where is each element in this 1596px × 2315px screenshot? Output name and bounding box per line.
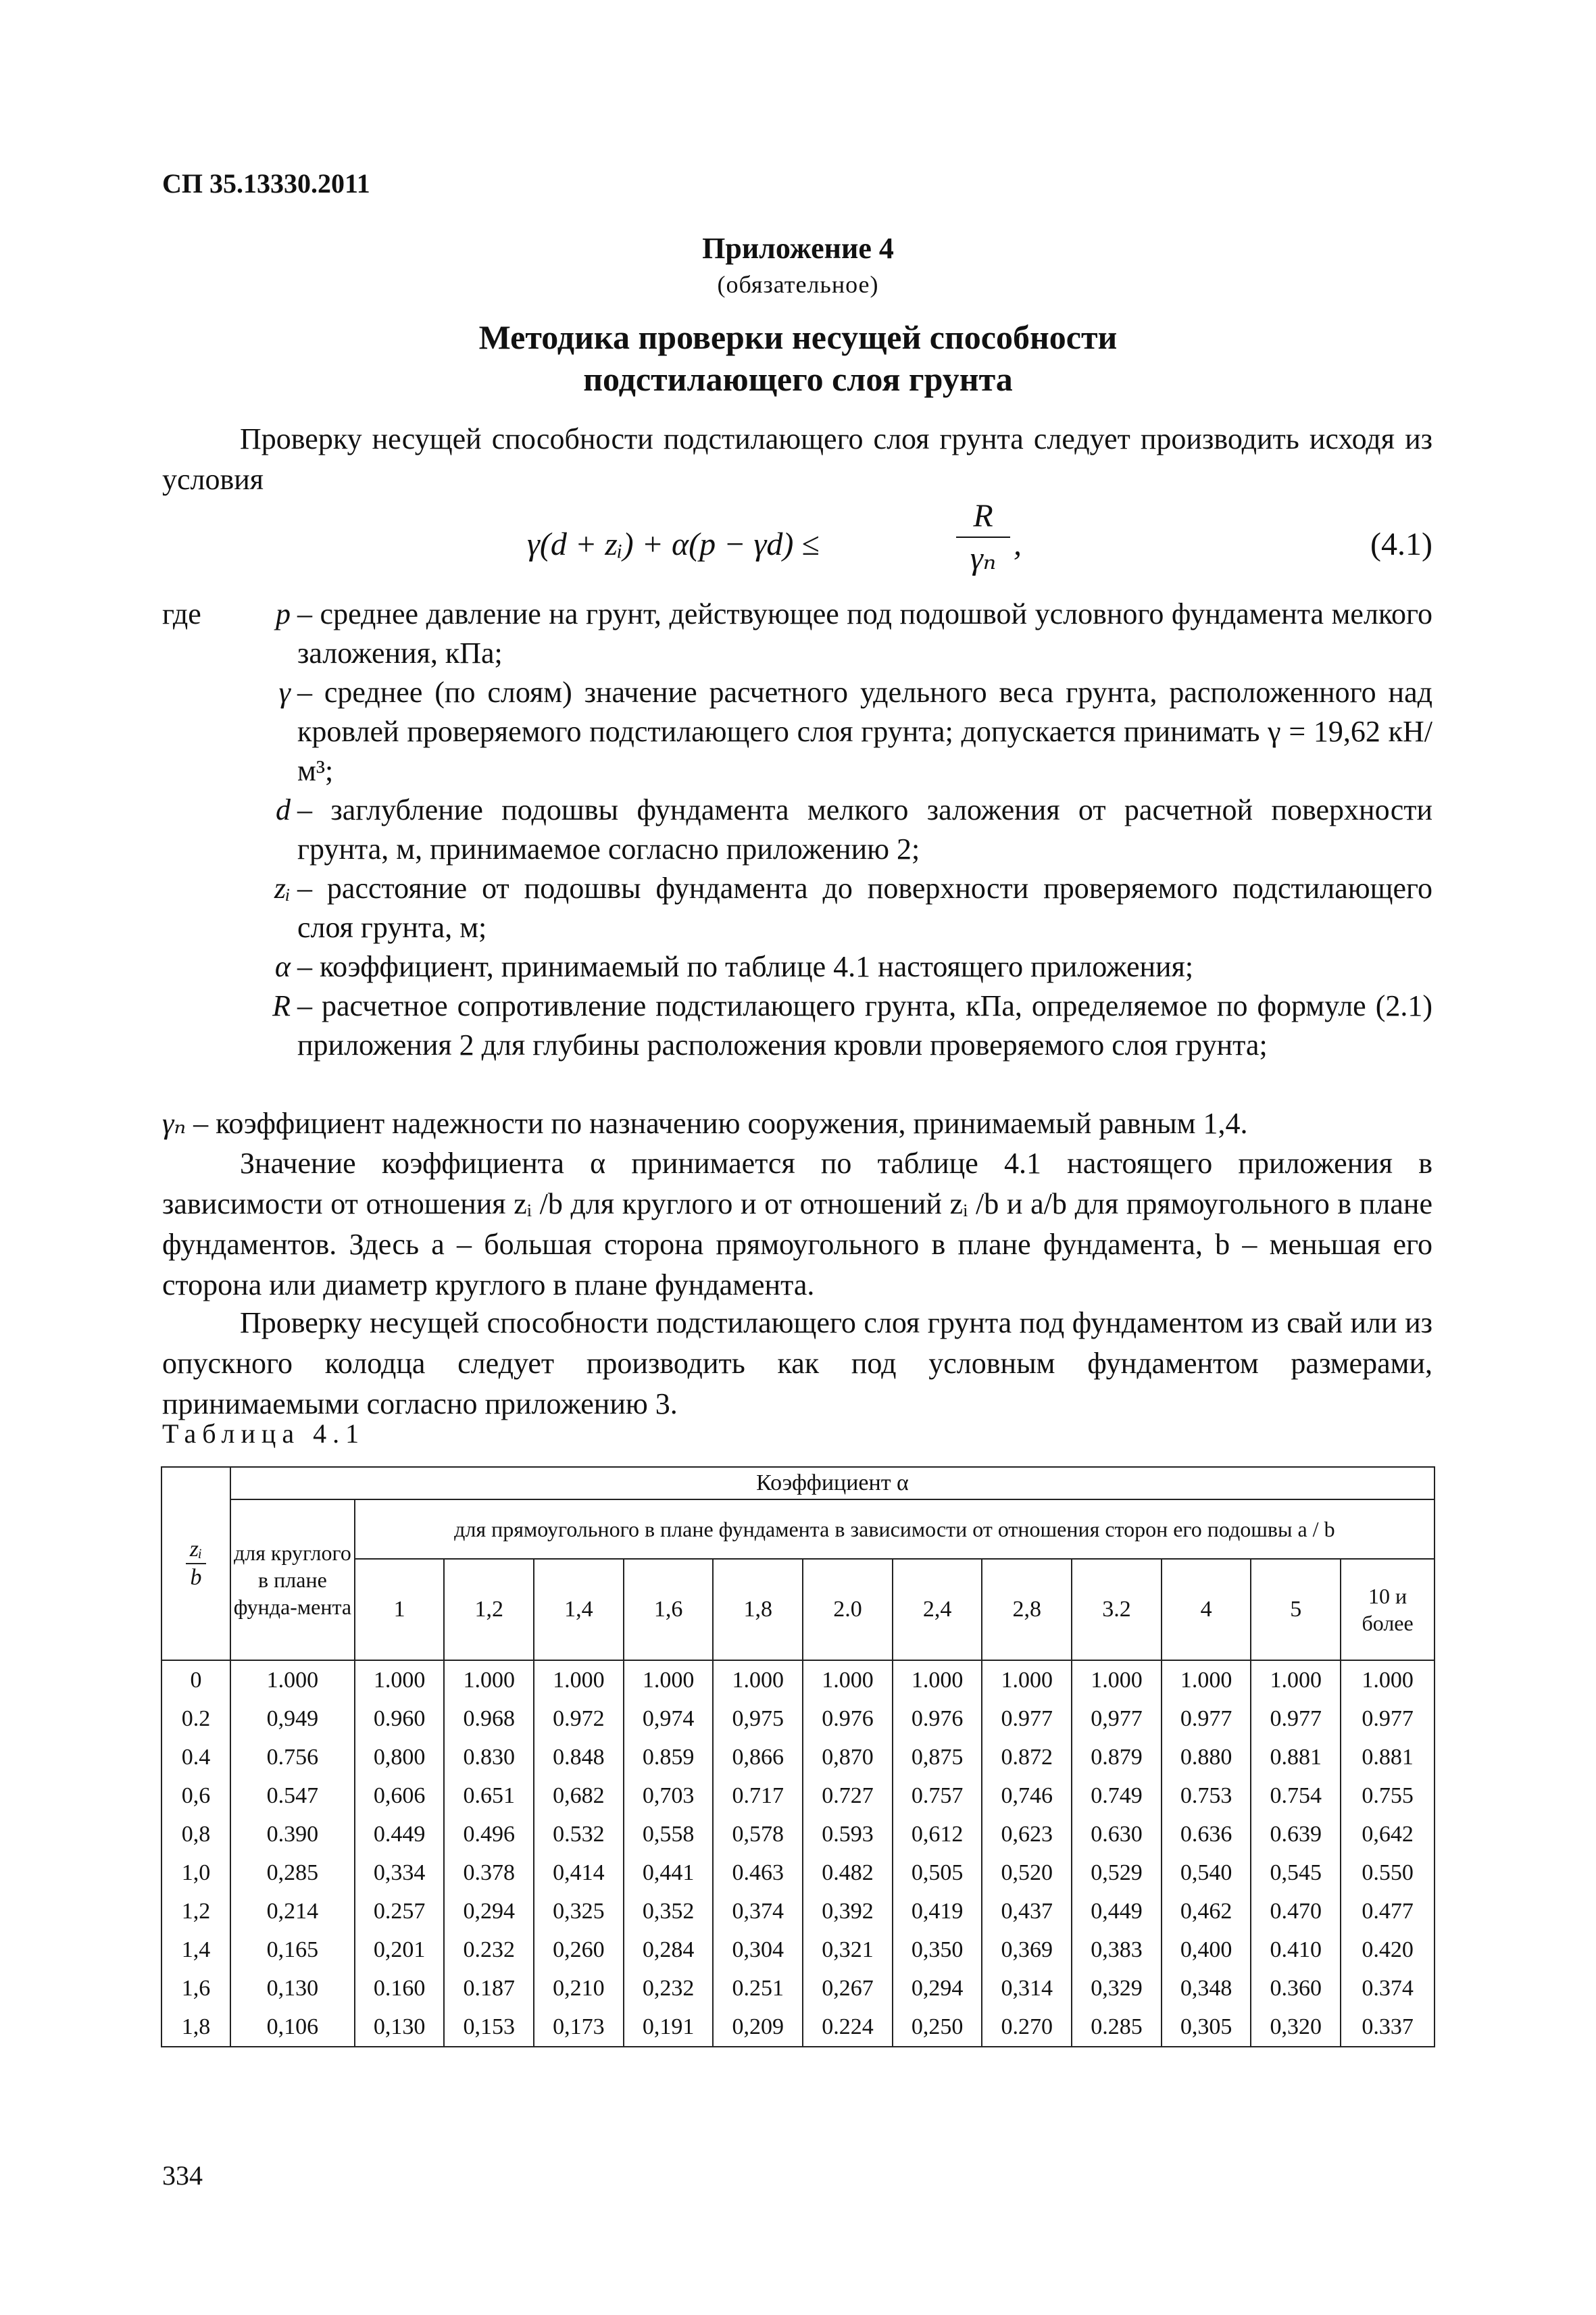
cell-value: 0,267 bbox=[803, 1969, 893, 2008]
header-ratio-cell: 2.0 bbox=[803, 1559, 893, 1660]
cell-value: 0.972 bbox=[534, 1699, 624, 1738]
header-ratio-cell: 10 и более bbox=[1341, 1559, 1435, 1660]
cell-value: 0,350 bbox=[893, 1931, 982, 1969]
header-zib bbox=[161, 1467, 230, 1660]
cell-value: 0.749 bbox=[1072, 1776, 1162, 1815]
page-number: 334 bbox=[162, 2160, 203, 2191]
where-label: где bbox=[162, 597, 201, 630]
definition-text: – коэффициент, принимаемый по таблице 4.1 настоящего приложения; bbox=[297, 950, 1194, 983]
cell-value: 0,612 bbox=[893, 1815, 982, 1853]
cell-value: 0,232 bbox=[624, 1969, 714, 2008]
cell-value: 0,314 bbox=[982, 1969, 1072, 2008]
cell-value: 0.470 bbox=[1251, 1892, 1341, 1931]
cell-value: 0,558 bbox=[624, 1815, 714, 1853]
definition-symbol: p bbox=[276, 597, 291, 630]
cell-value: 0,462 bbox=[1162, 1892, 1251, 1931]
cell-value: 0.757 bbox=[893, 1776, 982, 1815]
cell-value: 0,294 bbox=[444, 1892, 534, 1931]
intro-paragraph: Проверку несущей способности подстилающего слоя грунта следует производить исходя из условия bbox=[162, 422, 1432, 496]
cell-value: 0,545 bbox=[1251, 1853, 1341, 1892]
header-zib-bottom: b bbox=[190, 1565, 202, 1590]
cell-value: 0.976 bbox=[803, 1699, 893, 1738]
paragraph-piles: Проверку несущей способности подстилающего слоя грунта под фундаментом из свай или из опускного колодца следует производить как под условным фундаментом размерами, принимаемыми согласно приложению 3. bbox=[162, 1306, 1432, 1420]
cell-value: 0.547 bbox=[230, 1776, 355, 1815]
cell-value: 0,284 bbox=[624, 1931, 714, 1969]
definition-text: – коэффициент надежности по назначению сооружения, принимаемый равным 1,4. bbox=[193, 1107, 1248, 1140]
cell-value: 0.593 bbox=[803, 1815, 893, 1853]
cell-value: 0.410 bbox=[1251, 1931, 1341, 1969]
cell-value: 0,285 bbox=[230, 1853, 355, 1892]
cell-value: 0.960 bbox=[355, 1699, 445, 1738]
table-row bbox=[161, 1738, 1435, 1776]
cell-value: 0,374 bbox=[713, 1892, 803, 1931]
cell-value: 0,173 bbox=[534, 2008, 624, 2047]
definition-symbol: γ bbox=[278, 676, 291, 709]
cell-zib: 1,6 bbox=[161, 1969, 230, 2008]
cell-value: 0.968 bbox=[444, 1699, 534, 1738]
cell-value: 0.977 bbox=[1341, 1699, 1435, 1738]
cell-value: 0,130 bbox=[230, 1969, 355, 2008]
cell-zib: 0,6 bbox=[161, 1776, 230, 1815]
header-ratio-cell: 5 bbox=[1251, 1559, 1341, 1660]
cell-value: 1.000 bbox=[1341, 1660, 1435, 1699]
cell-value: 0,642 bbox=[1341, 1815, 1435, 1853]
cell-value: 0,320 bbox=[1251, 2008, 1341, 2047]
cell-value: 0.639 bbox=[1251, 1815, 1341, 1853]
cell-value: 1.000 bbox=[803, 1660, 893, 1699]
cell-value: 0.830 bbox=[444, 1738, 534, 1776]
cell-value: 0.477 bbox=[1341, 1892, 1435, 1931]
cell-value: 0.753 bbox=[1162, 1776, 1251, 1815]
cell-value: 0.977 bbox=[1162, 1699, 1251, 1738]
cell-value: 0,540 bbox=[1162, 1853, 1251, 1892]
cell-value: 0.496 bbox=[444, 1815, 534, 1853]
main-title bbox=[0, 316, 1596, 400]
definition-text: – расчетное сопротивление подстилающего грунта, кПа, определяемое по формуле (2.1) приложения 2 для глубины расположения кровли проверяемого слоя грунта; bbox=[297, 989, 1432, 1062]
appendix-subtitle: (обязательное) bbox=[717, 271, 879, 298]
formula-numerator: R bbox=[973, 498, 993, 534]
cell-value: 1.000 bbox=[713, 1660, 803, 1699]
cell-value: 0.270 bbox=[982, 2008, 1072, 2047]
cell-value: 0.977 bbox=[1251, 1699, 1341, 1738]
main-title-line-1: Методика проверки несущей способности bbox=[478, 318, 1118, 356]
cell-value: 0.727 bbox=[803, 1776, 893, 1815]
cell-value: 0,210 bbox=[534, 1969, 624, 2008]
cell-value: 0.449 bbox=[355, 1815, 445, 1853]
cell-value: 1.000 bbox=[1072, 1660, 1162, 1699]
cell-value: 0,201 bbox=[355, 1931, 445, 1969]
cell-value: 1.000 bbox=[444, 1660, 534, 1699]
definition-symbol: α bbox=[274, 950, 291, 983]
header-ratio-cell: 2,4 bbox=[893, 1559, 982, 1660]
header-rect: для прямоугольного в плане фундамента в зависимости от отношения сторон его подошвы a / b bbox=[355, 1499, 1435, 1559]
cell-value: 0,209 bbox=[713, 2008, 803, 2047]
cell-value: 0.630 bbox=[1072, 1815, 1162, 1853]
table-row bbox=[161, 1815, 1435, 1853]
cell-value: 1.000 bbox=[355, 1660, 445, 1699]
document-code: СП 35.13330.2011 bbox=[162, 168, 370, 199]
cell-zib: 0.2 bbox=[161, 1699, 230, 1738]
cell-value: 0.755 bbox=[1341, 1776, 1435, 1815]
table-row bbox=[161, 1776, 1435, 1815]
cell-value: 0.378 bbox=[444, 1853, 534, 1892]
appendix-title: Приложение 4 bbox=[702, 232, 894, 265]
fraction-bar bbox=[956, 537, 1010, 538]
table-body bbox=[161, 1660, 1435, 2047]
cell-value: 0.532 bbox=[534, 1815, 624, 1853]
cell-zib: 0.4 bbox=[161, 1738, 230, 1776]
formula-number: (4.1) bbox=[1370, 526, 1432, 562]
cell-value: 1.000 bbox=[1162, 1660, 1251, 1699]
cell-value: 0,348 bbox=[1162, 1969, 1251, 2008]
cell-value: 0,250 bbox=[893, 2008, 982, 2047]
table-caption: Таблица 4.1 bbox=[162, 1418, 366, 1449]
cell-value: 0.360 bbox=[1251, 1969, 1341, 2008]
cell-value: 0,165 bbox=[230, 1931, 355, 1969]
table-row bbox=[161, 1892, 1435, 1931]
cell-value: 0,529 bbox=[1072, 1853, 1162, 1892]
cell-zib: 0,8 bbox=[161, 1815, 230, 1853]
table-row bbox=[161, 1853, 1435, 1892]
cell-value: 0,400 bbox=[1162, 1931, 1251, 1969]
main-title-line-2: подстилающего слоя грунта bbox=[583, 360, 1013, 398]
cell-value: 0.717 bbox=[713, 1776, 803, 1815]
cell-value: 0,441 bbox=[624, 1853, 714, 1892]
definition-symbol: d bbox=[276, 793, 291, 826]
cell-value: 0.651 bbox=[444, 1776, 534, 1815]
paragraph-coefficient: Значение коэффициента α принимается по таблице 4.1 настоящего приложения в зависимости от отношения zᵢ /b для круглого и от отношений zᵢ /b и a/b для прямоугольного в плане фундаментов. Здесь a – большая сторона прямоугольного в плане фундамента, b – меньшая его сторона или диаметр круглого в плане фундамента. bbox=[162, 1147, 1432, 1301]
cell-value: 0.550 bbox=[1341, 1853, 1435, 1892]
header-ratio-cell: 1,8 bbox=[713, 1559, 803, 1660]
cell-value: 1.000 bbox=[230, 1660, 355, 1699]
cell-value: 0,383 bbox=[1072, 1931, 1162, 1969]
cell-value: 0,875 bbox=[893, 1738, 982, 1776]
cell-value: 0,304 bbox=[713, 1931, 803, 1969]
cell-value: 0.754 bbox=[1251, 1776, 1341, 1815]
cell-value: 0,623 bbox=[982, 1815, 1072, 1853]
cell-value: 1.000 bbox=[982, 1660, 1072, 1699]
cell-value: 0.390 bbox=[230, 1815, 355, 1853]
cell-value: 0,746 bbox=[982, 1776, 1072, 1815]
cell-value: 0,975 bbox=[713, 1699, 803, 1738]
cell-value: 0,977 bbox=[1072, 1699, 1162, 1738]
cell-value: 0.257 bbox=[355, 1892, 445, 1931]
cell-value: 0.160 bbox=[355, 1969, 445, 2008]
cell-zib: 1,0 bbox=[161, 1853, 230, 1892]
header-ratio-cell: 1,4 bbox=[534, 1559, 624, 1660]
cell-value: 0,352 bbox=[624, 1892, 714, 1931]
cell-value: 0.880 bbox=[1162, 1738, 1251, 1776]
table-row bbox=[161, 1931, 1435, 1969]
cell-value: 0,392 bbox=[803, 1892, 893, 1931]
cell-value: 0.872 bbox=[982, 1738, 1072, 1776]
table-row bbox=[161, 2008, 1435, 2047]
formula-denominator: γₙ bbox=[970, 541, 997, 576]
cell-value: 1.000 bbox=[624, 1660, 714, 1699]
cell-value: 0,419 bbox=[893, 1892, 982, 1931]
cell-value: 1.000 bbox=[893, 1660, 982, 1699]
cell-value: 0,866 bbox=[713, 1738, 803, 1776]
cell-value: 0,682 bbox=[534, 1776, 624, 1815]
definition-text: – расстояние от подошвы фундамента до поверхности проверяемого подстилающего слоя грунта, м; bbox=[297, 872, 1432, 944]
cell-value: 0,974 bbox=[624, 1699, 714, 1738]
cell-value: 0.848 bbox=[534, 1738, 624, 1776]
cell-value: 0.420 bbox=[1341, 1931, 1435, 1969]
cell-zib: 1,4 bbox=[161, 1931, 230, 1969]
cell-value: 0.976 bbox=[893, 1699, 982, 1738]
cell-value: 1.000 bbox=[534, 1660, 624, 1699]
header-ratio-cell: 1,6 bbox=[624, 1559, 714, 1660]
header-ratio-cell: 2,8 bbox=[982, 1559, 1072, 1660]
cell-value: 0.463 bbox=[713, 1853, 803, 1892]
formula-lhs: γ(d + zᵢ) + α(p − γd) ≤ bbox=[527, 526, 820, 562]
cell-value: 0,870 bbox=[803, 1738, 893, 1776]
table-row bbox=[161, 1660, 1435, 1699]
formula-comma: , bbox=[1014, 526, 1022, 562]
cell-value: 0,578 bbox=[713, 1815, 803, 1853]
cell-value: 0.636 bbox=[1162, 1815, 1251, 1853]
header-ratio-cell: 4 bbox=[1162, 1559, 1251, 1660]
header-ratio-cell: 1,2 bbox=[444, 1559, 534, 1660]
cell-value: 0.224 bbox=[803, 2008, 893, 2047]
table-row bbox=[161, 1969, 1435, 2008]
cell-value: 0.859 bbox=[624, 1738, 714, 1776]
definition-text: – заглубление подошвы фундамента мелкого заложения от расчетной поверхности грунта, м, принимаемое согласно приложению 2; bbox=[297, 793, 1432, 866]
cell-value: 0,606 bbox=[355, 1776, 445, 1815]
cell-value: 0,294 bbox=[893, 1969, 982, 2008]
cell-value: 0.881 bbox=[1341, 1738, 1435, 1776]
cell-value: 1.000 bbox=[1251, 1660, 1341, 1699]
cell-value: 0,437 bbox=[982, 1892, 1072, 1931]
coefficient-table bbox=[161, 1466, 1435, 2047]
header-coefficient: Коэффициент α bbox=[230, 1467, 1435, 1499]
definition-text: – среднее (по слоям) значение расчетного удельного веса грунта, расположенного над кровлей проверяемого подстилающего слоя грунта; допускается принимать γ = 19,62 кН/м³; bbox=[297, 676, 1432, 787]
cell-zib: 0 bbox=[161, 1660, 230, 1699]
cell-value: 0,800 bbox=[355, 1738, 445, 1776]
cell-value: 0.756 bbox=[230, 1738, 355, 1776]
cell-value: 0,191 bbox=[624, 2008, 714, 2047]
cell-value: 0,334 bbox=[355, 1853, 445, 1892]
formula-4-1 bbox=[527, 493, 1432, 588]
cell-value: 0.251 bbox=[713, 1969, 803, 2008]
formula-fraction bbox=[956, 497, 1010, 577]
definition-item bbox=[162, 1104, 1432, 1143]
cell-value: 0,153 bbox=[444, 2008, 534, 2047]
cell-value: 0.482 bbox=[803, 1853, 893, 1892]
cell-value: 0,130 bbox=[355, 2008, 445, 2047]
cell-value: 0,414 bbox=[534, 1853, 624, 1892]
header-ratio-cell: 1 bbox=[355, 1559, 445, 1660]
cell-value: 0,703 bbox=[624, 1776, 714, 1815]
definition-text: – среднее давление на грунт, действующее под подошвой условного фундамента мелкого заложения, кПа; bbox=[297, 597, 1432, 670]
header-ratio-cell: 3.2 bbox=[1072, 1559, 1162, 1660]
cell-value: 0.232 bbox=[444, 1931, 534, 1969]
cell-value: 0.879 bbox=[1072, 1738, 1162, 1776]
cell-value: 0,260 bbox=[534, 1931, 624, 1969]
cell-value: 0,329 bbox=[1072, 1969, 1162, 2008]
cell-value: 0.285 bbox=[1072, 2008, 1162, 2047]
cell-value: 0,321 bbox=[803, 1931, 893, 1969]
cell-value: 0,369 bbox=[982, 1931, 1072, 1969]
cell-value: 0.187 bbox=[444, 1969, 534, 2008]
cell-value: 0.977 bbox=[982, 1699, 1072, 1738]
header-zib-top: zᵢ bbox=[186, 1536, 207, 1564]
header-round: для круглого в плане фунда-мента bbox=[230, 1499, 355, 1660]
cell-value: 0,214 bbox=[230, 1892, 355, 1931]
cell-zib: 1,2 bbox=[161, 1892, 230, 1931]
cell-value: 0,949 bbox=[230, 1699, 355, 1738]
table-row bbox=[161, 1699, 1435, 1738]
cell-value: 0.881 bbox=[1251, 1738, 1341, 1776]
cell-zib: 1,8 bbox=[161, 2008, 230, 2047]
definition-symbol: zᵢ bbox=[274, 872, 291, 905]
cell-value: 0,106 bbox=[230, 2008, 355, 2047]
cell-value: 0,520 bbox=[982, 1853, 1072, 1892]
definition-symbol: R bbox=[272, 989, 291, 1022]
cell-value: 0,505 bbox=[893, 1853, 982, 1892]
cell-value: 0,325 bbox=[534, 1892, 624, 1931]
cell-value: 0.374 bbox=[1341, 1969, 1435, 2008]
definition-symbol: γₙ bbox=[162, 1107, 186, 1140]
cell-value: 0.337 bbox=[1341, 2008, 1435, 2047]
cell-value: 0,449 bbox=[1072, 1892, 1162, 1931]
cell-value: 0,305 bbox=[1162, 2008, 1251, 2047]
